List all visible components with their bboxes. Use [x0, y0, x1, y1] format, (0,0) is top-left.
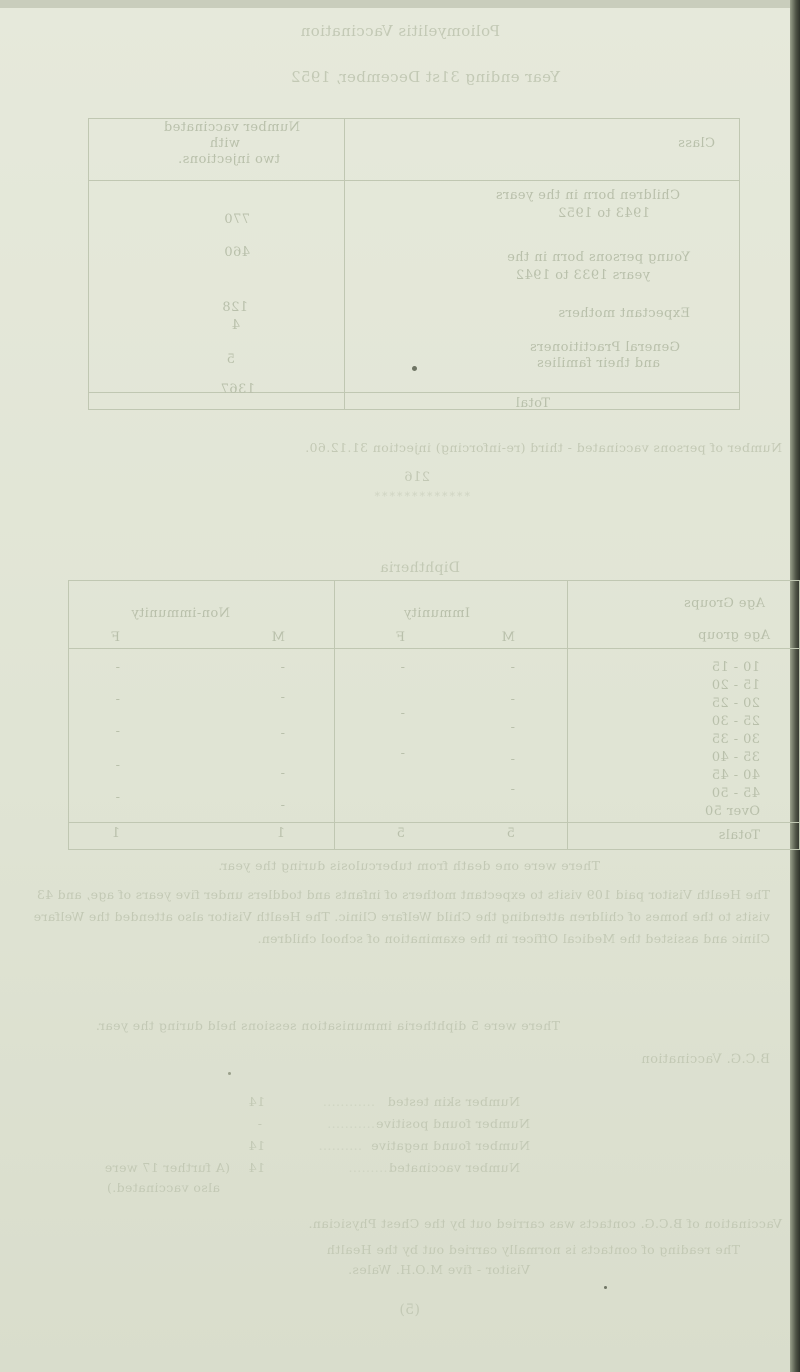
table2-sub-m2: M — [271, 630, 285, 645]
list-note2: also vaccinated.) — [106, 1180, 220, 1195]
list-value: 14 — [248, 1094, 265, 1109]
speck — [604, 1286, 607, 1289]
cell-dash: - — [400, 746, 405, 761]
table1-row1-value: 770 — [223, 212, 250, 227]
table2-title: Diphtheria — [379, 560, 460, 576]
table2-age-row: 35 - 40 — [711, 750, 760, 765]
table1-row5-value: 5 — [226, 352, 235, 367]
list-value: - — [257, 1116, 262, 1131]
table2-age-row: 40 - 45 — [711, 768, 760, 783]
table2-divider-b — [334, 580, 335, 850]
table2-first-header: Age group — [697, 628, 770, 643]
section-title: B.C.G. Vaccination — [640, 1052, 770, 1067]
table2-sub-f2: F — [110, 630, 120, 645]
cell-dash: - — [280, 798, 285, 813]
table2-divider-a — [567, 580, 568, 850]
cell-dash: - — [280, 766, 285, 781]
speck — [412, 366, 417, 371]
cell-dash: - — [400, 706, 405, 721]
table1-row3-label: Expectant mothers — [558, 306, 690, 321]
page-number: (5) — [398, 1302, 420, 1318]
table1-divider — [344, 118, 345, 410]
notes-line2: 216 — [403, 470, 430, 485]
table1-row3-value: 128 — [221, 300, 248, 315]
list-label: Number found negative — [370, 1138, 530, 1153]
heading-line1: Poliomyelitis Vaccination — [300, 22, 500, 40]
cell-dash: - — [400, 660, 405, 675]
separator: ************* — [372, 490, 470, 503]
cell-dash: - — [280, 726, 285, 741]
table2-total-m1: 5 — [506, 826, 515, 841]
closing2: The reading of contacts is normally carried out by the Health — [326, 1242, 740, 1257]
table2-age-header: Age Groups — [683, 596, 765, 611]
cell-dash: - — [510, 660, 515, 675]
table2-age-row: 20 - 25 — [711, 696, 760, 711]
table2-header-rule — [68, 648, 800, 649]
table2-total-m2: 1 — [276, 826, 285, 841]
table2-sub-m1: M — [501, 630, 515, 645]
table1-col1-header-b: with — [209, 136, 240, 151]
paragraph3: There were 5 diphtheria immunisation sessions held during the year. — [95, 1018, 560, 1033]
speck — [228, 1072, 231, 1075]
table1-total-rule — [88, 392, 740, 393]
cell-dash: - — [510, 692, 515, 707]
cell-dash: - — [510, 752, 515, 767]
list-label: Number found positive — [375, 1116, 530, 1131]
table2-group-non-immunity: Non-immunity — [130, 606, 230, 621]
cell-dash: - — [115, 790, 120, 805]
table1-col1-header-c: two injections. — [177, 152, 280, 167]
table1-row2-label-b: years 1933 to 1942 — [515, 268, 650, 283]
cell-dash: - — [280, 660, 285, 675]
closing3: Visitor - five M.O.H. Wales. — [347, 1262, 530, 1277]
table2-sub-f1: F — [395, 630, 405, 645]
table2-age-row: 25 - 30 — [711, 714, 760, 729]
paragraph1: There were one death from tuberculosis during the year. — [217, 858, 600, 873]
cell-dash: - — [115, 660, 120, 675]
cell-dash: - — [510, 782, 515, 797]
table2-group-immunity: Immunity — [403, 606, 470, 621]
table1-row4-label-a: General Practitioners — [529, 340, 680, 355]
paragraph2: The Health Visitor paid 109 visits to expectant mothers of infants and toddlers under five years of age, and 43 visits to the homes of children attending the Child Welfare Clinic. The Health Visitor also attended the Welfare Clinic and assisted the Medical Officer in the examination of school children. — [33, 887, 770, 946]
list-value: 14 — [248, 1160, 265, 1175]
table1-total-value: 1367 — [220, 382, 255, 397]
cell-dash: - — [115, 758, 120, 773]
table1-row2-label-a: Young persons born in the — [506, 250, 690, 265]
list-dots: .......... — [318, 1138, 362, 1153]
cell-dash: - — [280, 690, 285, 705]
notes-line1: Number of persons vaccinated - third (re-inforcing) injection 31.12.60. — [304, 440, 782, 455]
list-note: (A further 17 were — [104, 1160, 230, 1175]
table1-row4-label-b: and their families — [536, 356, 660, 371]
table1-total-label: Total — [515, 396, 550, 411]
table2-age-row: 30 - 35 — [711, 732, 760, 747]
table1-header-rule — [88, 180, 740, 181]
table1-col1-header-a: Number vaccinated — [163, 120, 300, 135]
table2-total-rule — [68, 822, 800, 823]
cell-dash: - — [115, 692, 120, 707]
cell-dash: - — [115, 724, 120, 739]
list-dots: ........... — [326, 1116, 375, 1131]
list-label: Number vaccinated — [388, 1160, 520, 1175]
table1-row4-value: 4 — [231, 318, 240, 333]
table2-total-f1: 5 — [396, 826, 405, 841]
list-value: 14 — [248, 1138, 265, 1153]
list-label: Number skin tested — [387, 1094, 520, 1109]
table2-age-row: Over 50 — [704, 804, 760, 819]
table1-row2-value: 460 — [223, 245, 250, 260]
list-dots: ............. — [348, 1160, 405, 1175]
table2-total-f2: 1 — [111, 826, 120, 841]
list-dots: ............ — [322, 1094, 375, 1109]
table1-row1-label-a: Children born in the years — [495, 188, 680, 203]
closing1: Vaccination of B.C.G. contacts was carried out by the Chest Physician. — [308, 1216, 782, 1231]
table2-total-label: Totals — [718, 828, 760, 843]
table2-age-row: 45 - 50 — [711, 786, 760, 801]
table2-age-row: 15 - 20 — [711, 678, 760, 693]
cell-dash: - — [510, 720, 515, 735]
table1-row1-label-b: 1943 to 1952 — [557, 206, 650, 221]
table1-col2-header: Class — [677, 136, 715, 151]
heading-line2: Year ending 31st December, 1952 — [290, 68, 560, 86]
table2-age-row: 10 - 15 — [711, 660, 760, 675]
